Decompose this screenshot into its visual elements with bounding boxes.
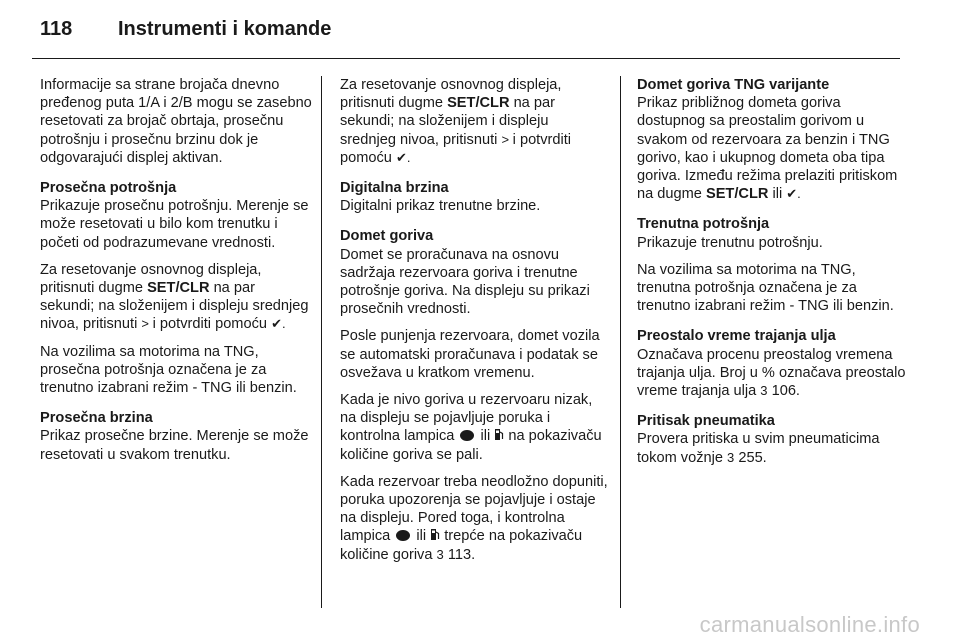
right-arrow-symbol: >	[501, 131, 513, 147]
paragraph: Prikaz približnog dometa goriva dostupnog sa preostalim gorivom u svakom od rezervoara za benzin i TNG gorivo, kao i ukupnog dometa oba tipa goriva. Između režima prelaziti pritiskom na dugme SET/CLR ili ✔.	[637, 95, 898, 203]
section-heading: Prosečna brzina	[40, 410, 153, 427]
check-icon: ✔.	[395, 149, 411, 165]
paragraph: Digitalni prikaz trenutne brzine.	[340, 198, 541, 215]
paragraph: Provera pritiska u svim pneumaticima tokom vožnje 3 255.	[637, 431, 880, 466]
paragraph: Prikaz prosečne brzine. Merenje se može resetovati u svakom trenutku.	[40, 428, 309, 463]
intro-paragraph: Informacije sa strane brojača dnevno pređenog puta 1/A i 2/B mogu se zasebno resetovati za brojač obrtaja, prosečnu potrošnju i prosečnu brzinu dok je odgovarajući displej aktivan.	[40, 77, 312, 166]
paragraph: Posle punjenja rezervoara, domet vozila se automatski proračunava i podatak se osvežava u kratkom vremenu.	[340, 328, 600, 381]
page-reference-icon: 3	[760, 383, 768, 399]
section-heading: Pritisak pneumatika	[637, 413, 775, 430]
paragraph: Kada je nivo goriva u rezervoaru nizak, na displeju se pojavljuje poruka i kontrolna lampica ili na pokazivaču količine goriva se pali.	[340, 392, 602, 463]
section-heading: Digitalna brzina	[340, 180, 449, 197]
column-divider	[620, 76, 621, 608]
page-title: Instrumenti i komande	[118, 18, 332, 40]
paragraph: Prikazuje prosečnu potrošnju. Merenje se može resetovati u bilo kom trenutku i početi od podrazumevane vrednosti.	[40, 198, 309, 251]
warning-lamp-icon	[396, 530, 410, 541]
fuel-pump-icon	[494, 428, 504, 441]
paragraph: Domet se proračunava na osnovu sadržaja rezervoara goriva i trenutne potrošnje goriva. Na displeju su prikazi prosečnih vrednosti.	[340, 246, 590, 318]
section-heading: Domet goriva	[340, 228, 434, 245]
section-heading: Domet goriva TNG varijante	[637, 77, 830, 93]
paragraph: Za resetovanje osnovnog displeja, pritisnuti dugme SET/CLR na par sekundi; na složenijem i displeju srednjeg nivoa, pritisnuti > i potvrditi pomoću ✔.	[340, 77, 572, 166]
paragraph: Označava procenu preostalog vremena trajanja ulja. Broj u % označava preostalo vreme trajanja ulja 3 106.	[637, 346, 906, 400]
section-heading: Preostalo vreme trajanja ulja	[637, 328, 836, 345]
set-clr-label: SET/CLR	[447, 95, 510, 112]
page-reference-icon: 3	[727, 449, 735, 465]
warning-lamp-icon	[460, 430, 474, 441]
column-1	[40, 76, 312, 473]
paragraph: Za resetovanje osnovnog displeja, pritisnuti dugme SET/CLR na par sekundi; na složenijem i displeju srednjeg nivoa, pritisnuti > i potvrditi pomoću ✔.	[40, 261, 309, 333]
paragraph: Na vozilima sa motorima na TNG, trenutna potrošnja označena je za trenutno izabrani režim - TNG ili benzin.	[637, 261, 894, 315]
page-reference-icon: 3	[436, 546, 444, 562]
check-icon: ✔.	[786, 186, 801, 202]
check-icon: ✔.	[271, 316, 286, 332]
column-divider	[321, 76, 322, 608]
paragraph: Prikazuje trenutnu potrošnju.	[637, 234, 823, 251]
column-3	[637, 76, 907, 476]
paragraph: Kada rezervoar treba neodložno dopuniti, poruka upozorenja se pojavljuje i ostaje na displeju. Pored toga, i kontrolna lampica ili trepće na pokazivaču količine goriva 3 113.	[340, 473, 608, 563]
right-arrow-symbol: >	[141, 316, 153, 332]
paragraph: Na vozilima sa motorima na TNG, prosečna potrošnja označena je za trenutno izabrani režim - TNG ili benzin.	[40, 343, 297, 397]
page-number: 118	[40, 18, 73, 40]
set-clr-label: SET/CLR	[147, 280, 210, 297]
fuel-pump-icon	[430, 528, 440, 541]
column-2	[340, 76, 608, 573]
section-heading: Prosečna potrošnja	[40, 180, 177, 197]
watermark: carmanualsonline.info	[699, 612, 920, 637]
set-clr-label: SET/CLR	[705, 186, 769, 203]
header-rule	[32, 58, 900, 59]
section-heading: Trenutna potrošnja	[637, 216, 770, 233]
page-header	[40, 18, 331, 48]
